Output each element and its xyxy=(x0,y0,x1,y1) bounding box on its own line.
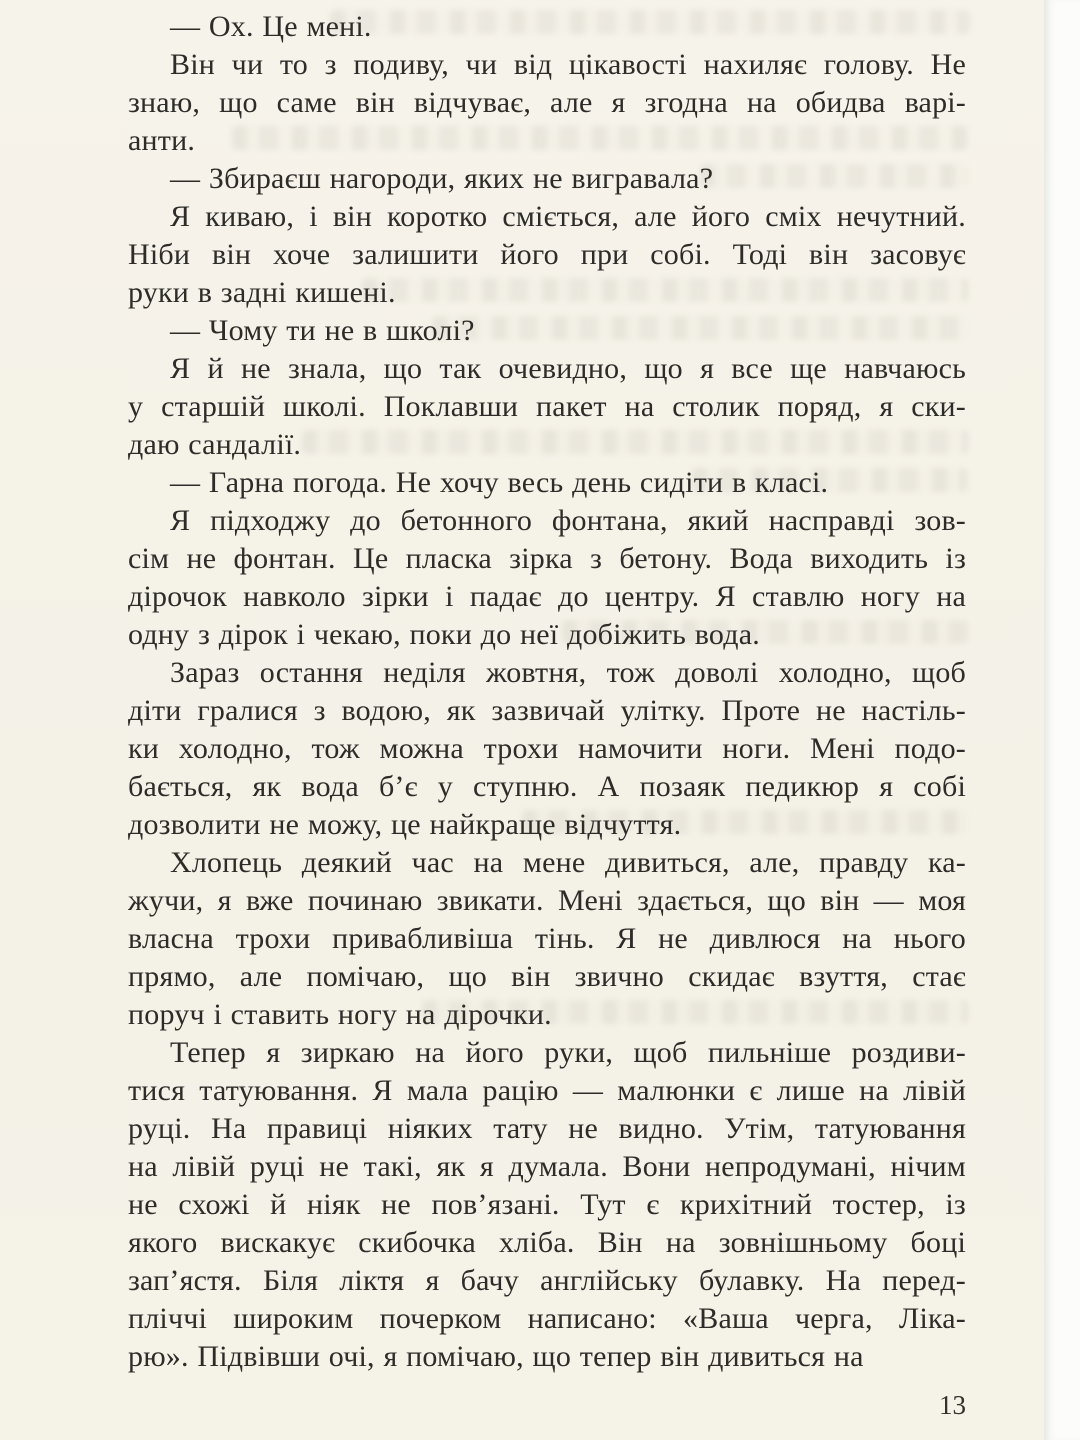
text-line: Я підходжу до бетонного фонтана, який насправді зов- xyxy=(170,504,966,537)
text-line: Я й не знала, що так очевидно, що я все ще навчаюсь xyxy=(170,352,966,385)
text-line: бається, як вода б’є у ступню. А позаяк педикюр я собі xyxy=(128,770,966,803)
text-line: одну з дірок і чекаю, поки до неї добіжить вода. xyxy=(128,618,760,651)
text-line: — Гарна погода. Не хочу весь день сидіти в класі. xyxy=(170,466,829,499)
text-line: Ніби він хоче залишити його при собі. Тоді він засовує xyxy=(128,238,966,271)
text-line: поруч і ставить ногу на дірочки. xyxy=(128,998,552,1031)
page-edge xyxy=(1044,0,1080,1440)
text-line: — Збираєш нагороди, яких не вигравала? xyxy=(170,162,714,195)
text-line: ки холодно, тож можна трохи намочити ноги. Мені подо- xyxy=(128,732,966,765)
text-line: Зараз остання неділя жовтня, тож доволі холодно, щоб xyxy=(170,656,966,689)
text-line: даю сандалії. xyxy=(128,428,302,461)
text-line: руки в задні кишені. xyxy=(128,276,396,309)
text-line: якого вискакує скибочка хліба. Він на зовнішньому боці xyxy=(128,1226,966,1259)
text-line: сім не фонтан. Це пласка зірка з бетону. Вода виходить із xyxy=(128,542,966,575)
text-line: власна трохи привабливіша тінь. Я не дивлюся на нього xyxy=(128,922,966,955)
text-line: тися татуювання. Я мала рацію — малюнки є лише на лівій xyxy=(128,1074,966,1107)
text-line: Він чи то з подиву, чи від цікавості нахиляє голову. Не xyxy=(170,48,966,81)
text-line: Я киваю, і він коротко сміється, але його сміх нечутний. xyxy=(170,200,966,233)
text-line: — Чому ти не в школі? xyxy=(170,314,475,347)
text-line: дірочок навколо зірки і падає до центру. Я ставлю ногу на xyxy=(128,580,966,613)
text-line: зап’ястя. Біля ліктя я бачу англійську булавку. На перед- xyxy=(128,1264,966,1297)
text-line: рю». Підвівши очі, я помічаю, що тепер він дивиться на xyxy=(128,1340,864,1373)
text-line: не схожі й ніяк не пов’язані. Тут є крихітний тостер, із xyxy=(128,1188,966,1221)
text-line: — Ох. Це мені. xyxy=(170,10,372,43)
page-number: 13 xyxy=(939,1390,966,1420)
text-line: на лівій руці не такі, як я думала. Вони непродумані, нічим xyxy=(128,1150,966,1183)
text-line: дозволити не можу, це найкраще відчуття. xyxy=(128,808,682,841)
text-line: прямо, але помічаю, що він звично скидає взуття, стає xyxy=(128,960,966,993)
text-line: анти. xyxy=(128,124,196,157)
text-line: у старшій школі. Поклавши пакет на столик поряд, я ски- xyxy=(128,390,966,423)
text-line: руці. На правиці ніяких тату не видно. Утім, татуювання xyxy=(128,1112,966,1145)
text-line: знаю, що саме він відчуває, але я згодна на обидва варі- xyxy=(128,86,966,119)
text-line: Хлопець деякий час на мене дивиться, але, правду ка- xyxy=(170,846,966,879)
text-line: Тепер я зиркаю на його руки, щоб пильніше роздиви- xyxy=(170,1036,966,1069)
text-line: жучи, я вже починаю звикати. Мені здається, що він — моя xyxy=(128,884,966,917)
text-line: діти гралися з водою, як зазвичай улітку. Проте не настіль- xyxy=(128,694,966,727)
page-text-block xyxy=(128,8,966,1376)
text-line: пліччі широким почерком написано: «Ваша черга, Ліка- xyxy=(128,1302,966,1335)
